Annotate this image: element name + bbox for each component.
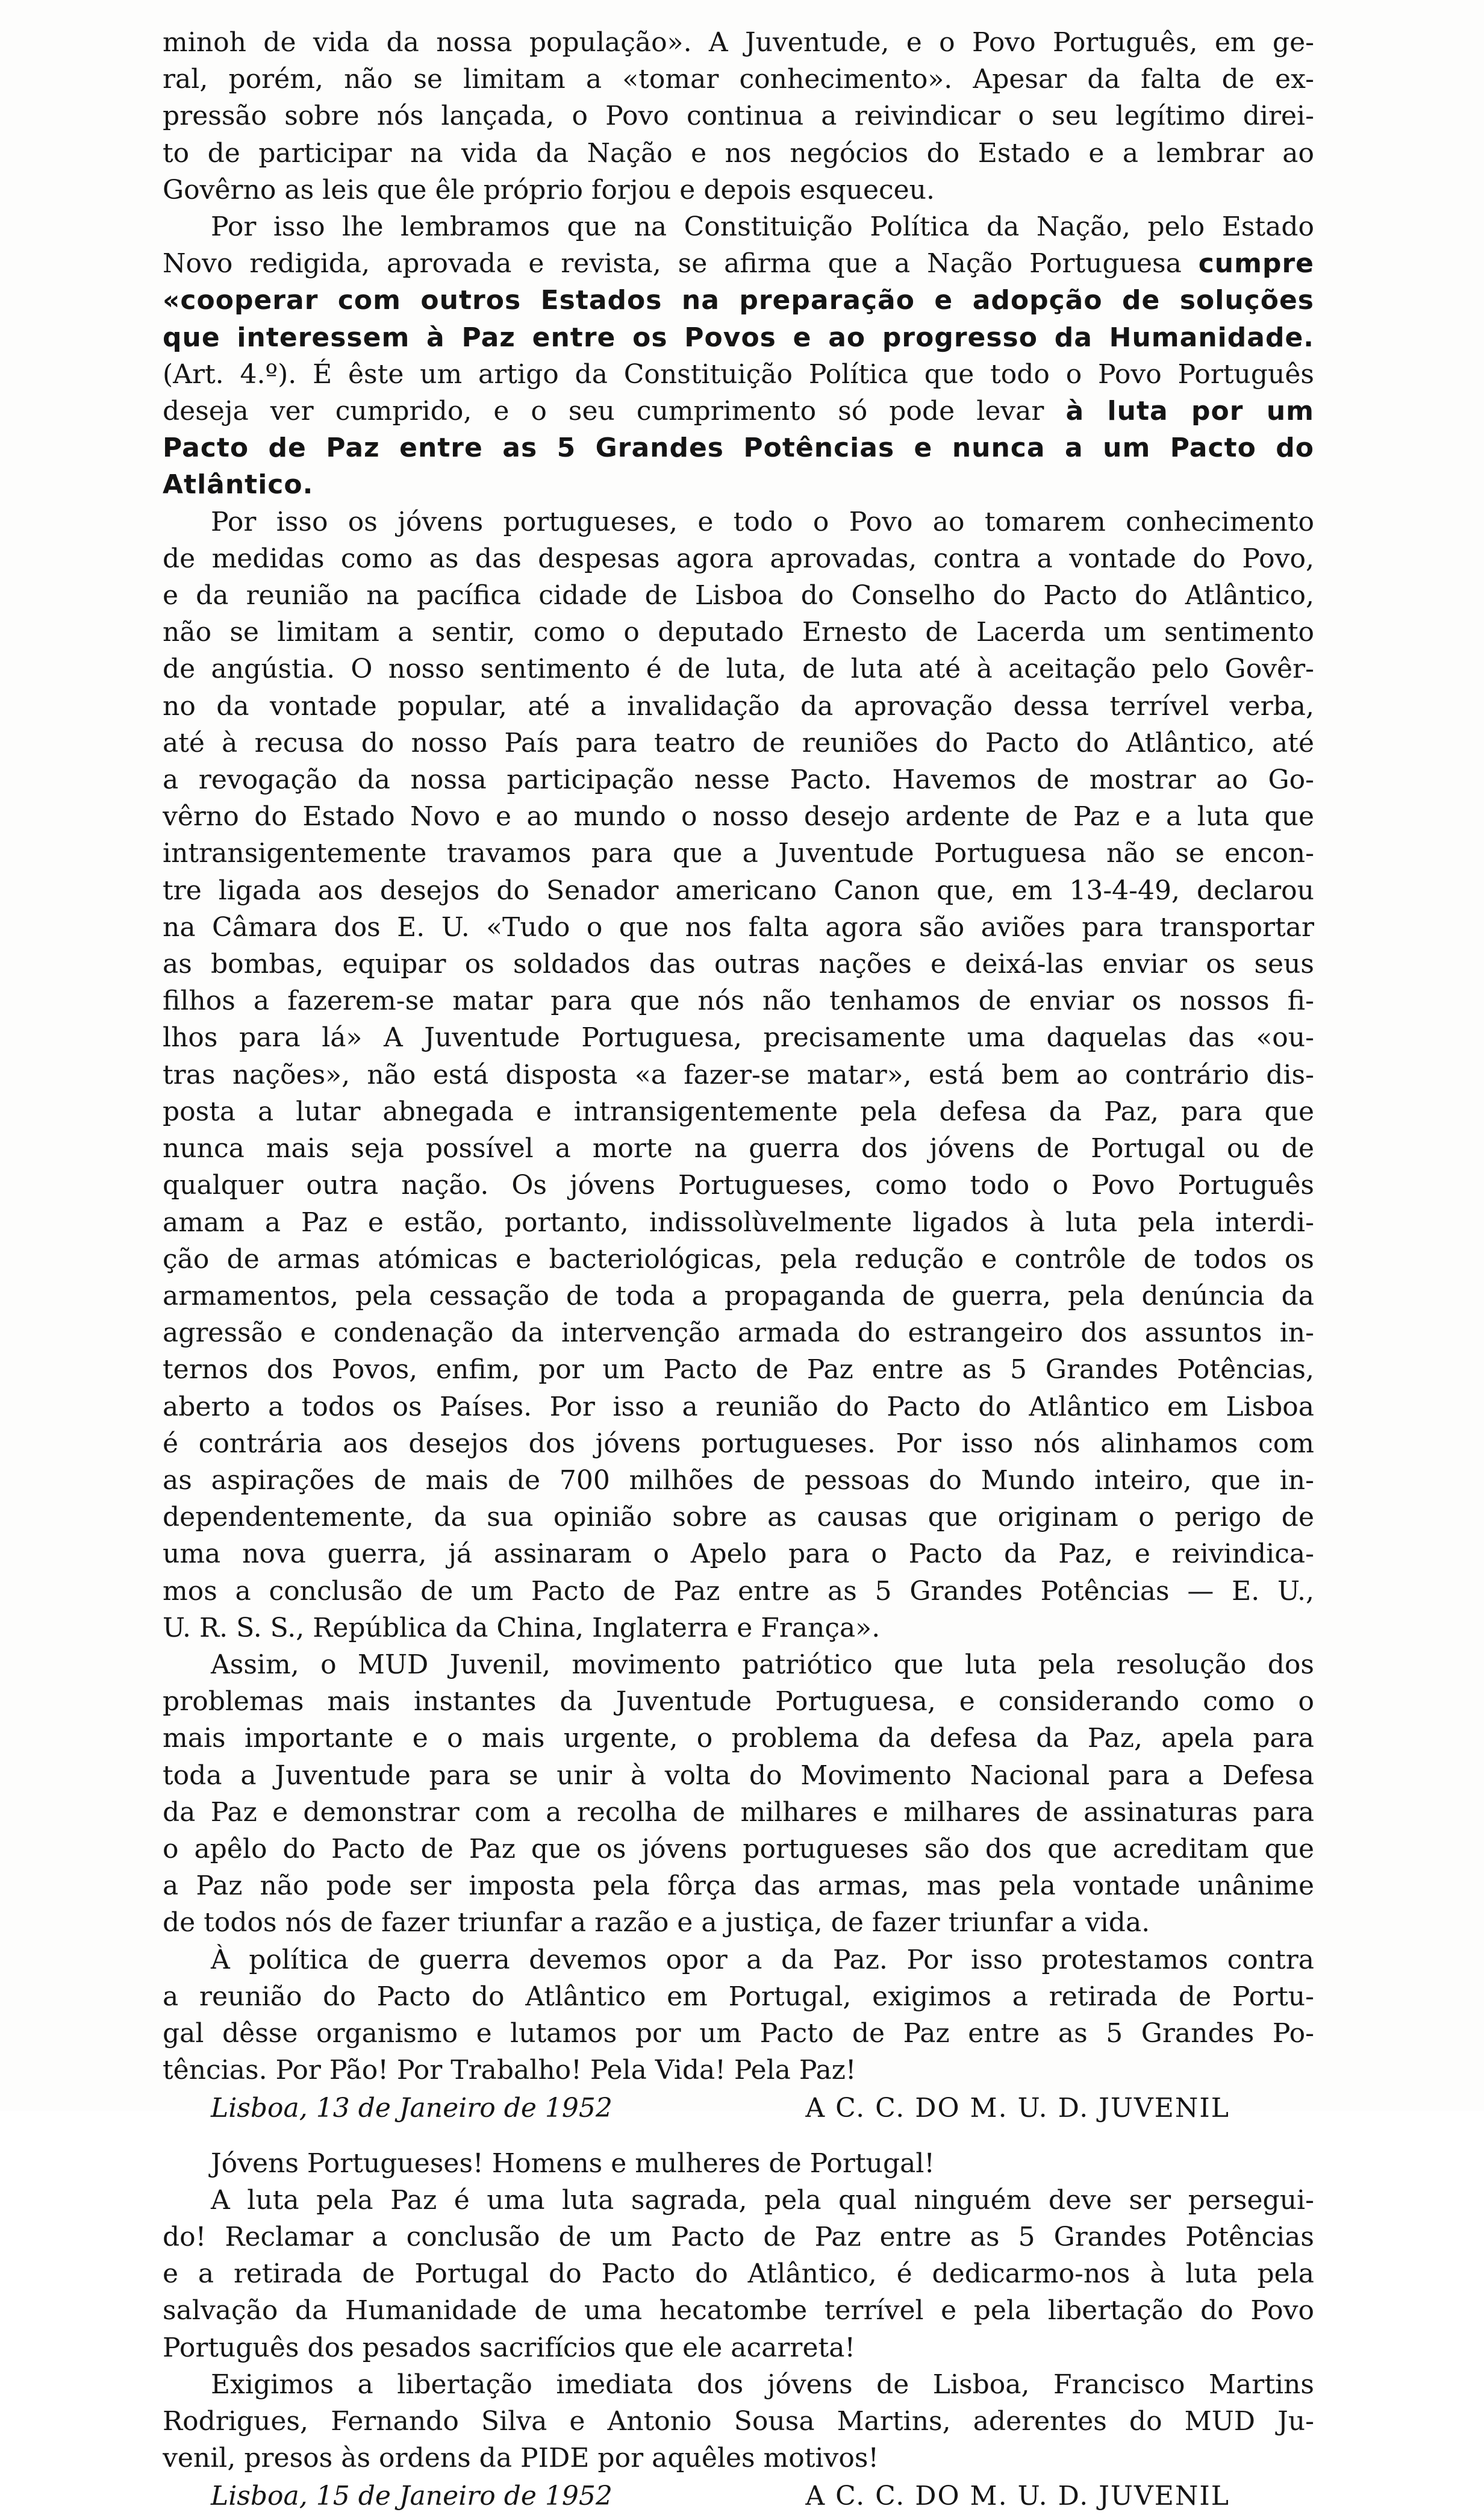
text-line: tras nações», não está disposta «a fazer-se matar», está bem ao contrário dis- [163,1059,1314,1090]
text-line: ção de armas atómicas e bacteriológicas, pela redução e contrôle de todos os [163,1243,1314,1275]
text-line: de medidas como as das despesas agora aprovadas, contra a vontade do Povo, [163,543,1314,574]
text-line: A luta pela Paz é uma luta sagrada, pela qual ninguém deve ser persegui- [211,2184,1314,2216]
paragraph-call [163,2145,1314,2366]
bold-line: que interessem à Paz entre os Povos e ao progresso da Humanidade. [163,322,1314,353]
text-line: toda a Juventude para se unir à volta do Movimento Nacional para a Defesa [163,1760,1314,1791]
text-line: problemas mais instantes da Juventude Portuguesa, e considerando como o [163,1686,1314,1717]
text-line: venil, presos às ordens da PIDE por aquêles motivos! [163,2443,879,2474]
text-line: ral, porém, não se limitam a «tomar conhecimento». Apesar da falta de ex- [163,64,1314,95]
text-line: e a retirada de Portugal do Pacto do Atlântico, é dedicarmo-nos à luta pela [163,2258,1314,2290]
text-line: Govêrno as leis que êle próprio forjou e depois esqueceu. [163,174,935,205]
text-line: a Paz não pode ser imposta pela fôrça das armas, mas pela vontade unânime [163,1870,1314,1902]
text-line: a revogação da nossa participação nesse Pacto. Havemos de mostrar ao Go- [163,764,1314,796]
paragraph-mud-appeal [163,1646,1314,1942]
text-line: tre ligada aos desejos do Senador americano Canon que, em 13-4-49, declarou [163,875,1314,906]
text-line: do! Reclamar a conclusão de um Pacto de Paz entre as 5 Grandes Potências [163,2221,1314,2252]
text-line: amam a Paz e estão, portanto, indissolùvelmente ligados à luta pela interdi- [163,1207,1314,1238]
paragraph-constitution [163,208,1314,504]
text-line: uma nova guerra, já assinaram o Apelo para o Pacto da Paz, e reivindica- [163,1539,1314,1570]
signature-organization: A C. C. DO M. U. D. JUVENIL [805,2481,1230,2512]
text-line: mos a conclusão de um Pacto de Paz entre as 5 Grandes Potências — E. U., [163,1575,1314,1607]
bold-line: Atlântico. [163,469,314,501]
text-line: À política de guerra devemos opor a da Paz. Por isso protestamos contra [211,1944,1314,1975]
text-line: armamentos, pela cessação de toda a propaganda de guerra, pela denúncia da [163,1280,1314,1311]
text-line: aberto a todos os Países. Por isso a reunião do Pacto do Atlântico em Lisboa [163,1391,1314,1422]
text-line: Rodrigues, Fernando Silva e Antonio Sousa Martins, aderentes do MUD Ju- [163,2406,1314,2437]
text-line: Por isso os jóvens portugueses, e todo o Povo ao tomarem conhecimento [211,506,1314,537]
text-line: U. R. S. S., República da China, Inglaterra e França». [163,1612,881,1643]
text-fragment: deseja ver cumprido, e o seu cumprimento só pode levar [163,396,1044,427]
text-line: não se limitam a sentir, como o deputado Ernesto de Lacerda um sentimento [163,617,1314,648]
bold-text: cumpre [1198,248,1314,280]
text-line: minoh de vida da nossa população». A Juventude, e o Povo Português, em ge- [163,27,1314,58]
text-line [163,393,1314,430]
text-line: no da vontade popular, até a invalidação da aprovação dessa terrível verba, [163,690,1314,722]
text-line: lhos para lá» A Juventude Portuguesa, precisamente uma daquelas das «ou- [163,1022,1314,1054]
text-line: filhos a fazerem-se matar para que nós não tenhamos de enviar os nossos fi- [163,986,1314,1017]
text-line: até à recusa do nosso País para teatro de reuniões do Pacto do Atlântico, até [163,727,1314,758]
signature-first [163,2090,1314,2126]
bold-line: «cooperar com outros Estados na preparação e adopção de soluções [163,285,1314,316]
text-line: de angústia. O nosso sentimento é de luta, de luta até à aceitação pelo Govêr- [163,654,1314,685]
text-line: nunca mais seja possível a morte na guerra dos jóvens de Portugal ou de [163,1133,1314,1164]
text-line: mais importante e o mais urgente, o problema da defesa da Paz, apela para [163,1723,1314,1754]
text-line: to de participar na vida da Nação e nos negócios do Estado e a lembrar ao [163,137,1314,169]
signature-date: Lisboa, 13 de Janeiro de 1952 [211,2093,613,2124]
text-line: salvação da Humanidade de uma hecatombe terrível e pela libertação do Povo [163,2295,1314,2326]
text-line: gal dêsse organismo e lutamos por um Pacto de Paz entre as 5 Grandes Po- [163,2017,1314,2049]
text-line: de todos nós de fazer triunfar a razão e a justiça, de fazer triunfar a vida. [163,1907,1150,1939]
text-line: qualquer outra nação. Os jóvens Portugueses, como todo o Povo Português [163,1170,1314,1201]
text-line: da Paz e demonstrar com a recolha de milhares e milhares de assinaturas para [163,1796,1314,1828]
text-line: na Câmara dos E. U. «Tudo o que nos falta agora são aviões para transportar [163,911,1314,943]
text-line: é contrária aos desejos dos jóvens portugueses. Por isso nós alinhamos com [163,1428,1314,1459]
text-line: a reunião do Pacto do Atlântico em Portugal, exigimos a retirada de Portu- [163,1981,1314,2012]
signature-second [163,2478,1314,2514]
text-line: ternos dos Povos, enfim, por um Pacto de Paz entre as 5 Grandes Potências, [163,1354,1314,1386]
bold-line: Pacto de Paz entre as 5 Grandes Potências e nunca a um Pacto do [163,433,1314,464]
paragraph-protest [163,1942,1314,2089]
text-line: intransigentemente travamos para que a Juventude Portuguesa não se encon- [163,838,1314,869]
text-line: e da reunião na pacífica cidade de Lisboa do Conselho do Pacto do Atlântico, [163,580,1314,611]
text-line: Por isso lhe lembramos que na Constituição Política da Nação, pelo Estado [211,211,1314,243]
text-line: (Art. 4.º). É êste um artigo da Constituição Política que todo o Povo Português [163,358,1314,390]
paragraph-liberation [163,2366,1314,2477]
text-line: Assim, o MUD Juvenil, movimento patriótico que luta pela resolução dos [211,1649,1314,1680]
paragraph-intro [163,24,1314,208]
text-line: Jóvens Portugueses! Homens e mulheres de Portugal! [211,2148,935,2179]
signature-date: Lisboa, 15 de Janeiro de 1952 [211,2481,613,2512]
document-text [163,24,1314,2515]
paragraph-main [163,504,1314,1646]
text-fragment: Novo redigida, aprovada e revista, se afirma que a Nação Portuguesa [163,248,1182,280]
text-line: as bombas, equipar os soldados das outras nações e deixá-las enviar os seus [163,949,1314,980]
text-line: o apêlo do Pacto de Paz que os jóvens portugueses são dos que acreditam que [163,1833,1314,1864]
text-line: pressão sobre nós lançada, o Povo continua a reivindicar o seu legítimo direi- [163,101,1314,132]
text-line: as aspirações de mais de 700 milhões de pessoas do Mundo inteiro, que in- [163,1464,1314,1496]
text-line: vêrno do Estado Novo e ao mundo o nosso desejo ardente de Paz e a luta que [163,801,1314,833]
text-line: tências. Por Pão! Por Trabalho! Pela Vida! Pela Paz! [163,2055,856,2086]
section-gap [163,2127,1314,2145]
text-line: Português dos pesados sacrifícios que ele acarreta! [163,2332,856,2363]
text-line [163,245,1314,282]
text-line: posta a lutar abnegada e intransigentemente pela defesa da Paz, para que [163,1096,1314,1127]
text-line: dependentemente, da sua opinião sobre as causas que originam o perigo de [163,1502,1314,1533]
signature-organization: A C. C. DO M. U. D. JUVENIL [805,2093,1230,2124]
text-line: agressão e condenação da intervenção armada do estrangeiro dos assuntos in- [163,1317,1314,1349]
text-line: Exigimos a libertação imediata dos jóvens de Lisboa, Francisco Martins [211,2369,1314,2400]
bold-text: à luta por um [1065,396,1314,427]
